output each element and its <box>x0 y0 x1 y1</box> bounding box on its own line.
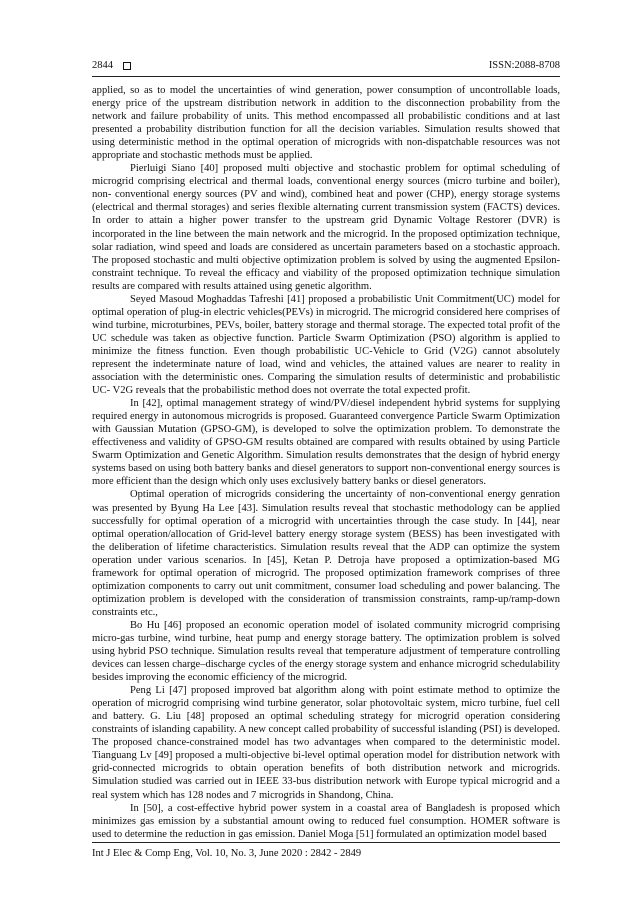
paragraph-tafreshi: Seyed Masoud Moghaddas Tafreshi [41] proposed a probabilistic Unit Commitment(UC) model for optimal operation of plug-in electric vehicles(PEVs) in microgrid. The microgrid considered here comprises of wind turbine, microturbines, PEVs, boiler, battery storage and thermal storage. The expected total profit of the UC schedule was taken as objective function. Particle Swarm Optimization (PSO) algorithm is applied to minimize the fitness function. Even though probabilistic UC-Vehicle to Grid (V2G) cannot absolutely represent the indeterminate nature of load, wind and vehicles, the attained values are nearer to reality in association with the deterministic ones. Comparing the simulation results of deterministic and probabilistic UC- V2G reveals that the probabilistic method does not overrate the total expected profit. <box>92 293 560 397</box>
checkbox-square-icon <box>123 62 131 70</box>
issn-label: ISSN:2088-8708 <box>488 60 560 71</box>
page-number: 2844 <box>92 60 113 71</box>
paragraph-ref-42: In [42], optimal management strategy of wind/PV/diesel independent hybrid systems for supplying required energy in autonomous microgrids is proposed. Guaranteed convergence Particle Swarm Optimization with Gaussian Mutation (GPSO-GM), is developed to solve the optimization problem. To demonstrate the effectiveness and validity of GPSO-GM results obtained are compared with results obtained by using Particle Swarm Optimization and Genetic Algorithm. Simulation results demonstrates that the design of hybrid energy systems based on using both battery banks and diesel generators to support non-conventional energy sources is more efficient than the design which only uses exclusively battery banks or diesel generators. <box>92 398 560 488</box>
body-text <box>92 84 560 841</box>
page-header <box>92 60 560 76</box>
paragraph-siano: Pierluigi Siano [40] proposed multi objective and stochastic problem for optimal scheduling of microgrid comprising electrical and thermal loads, conventional energy sources (micro turbine and boiler), non- conventional energy sources (PV and wind), combined heat and power (CHP), energy storage systems (electrical and thermal storages) and series flexible alternating current transmission system (FACTS) devices. In order to attain a higher power transfer to the upstream grid Dynamic Voltage Restorer (DVR) is incorporated in the line between the main network and the microgrid. In the proposed optimization technique, solar radiation, wind speed and loads are considered as uncertain parameters based on a stochastic approach. The proposed stochastic and multi objective optimization problem is solved by using the augmented Epsilon-constraint technique. To reveal the efficacy and viability of the proposed optimization technique simulation results are compared with results attained using genetic algorithm. <box>92 163 560 292</box>
paragraph-continuation: applied, so as to model the uncertainties of wind generation, power consumption of uncontrollable loads, energy price of the upstream distribution network in addition to the disconnection probability from the network and failure probability of units. This method encompassed all probabilistic conditions and at last presented a probability distribution function for all the decision variables. Simulation results showed that using deterministic method in the optimal operation of microgrids with non-dispatchable resources was not appropriate and stochastic methods must be applied. <box>92 85 560 162</box>
paragraph-bo-hu: Bo Hu [46] proposed an economic operation model of isolated community microgrid comprising micro-gas turbine, wind turbine, heat pump and energy storage battery. The optimization problem is solved using hybrid PSO technique. Simulation results reveal that temperature adjustment of temperature controlling devices can lessen charge–discharge cycles of the energy storage system and enhance microgrid schedulability besides improving the economic efficiency of the microgrid. <box>92 619 560 684</box>
page-footer: Int J Elec & Comp Eng, Vol. 10, No. 3, June 2020 : 2842 - 2849 <box>92 848 362 859</box>
footer-rule <box>92 842 560 843</box>
paragraph-ref-50: In [50], a cost-effective hybrid power system in a coastal area of Bangladesh is proposed which minimizes gas emission by a substantial amount owing to reduced fuel consumption. HOMER software is used to determine the reduction in gas emission. Daniel Moga [51] formulated an optimization model based <box>92 802 560 840</box>
header-left <box>92 60 131 71</box>
header-rule <box>92 76 560 77</box>
paragraph-peng-li: Peng Li [47] proposed improved bat algorithm along with point estimate method to optimize the operation of microgrid comprising wind turbine generator, solar photovoltaic system, micro turbine, fuel cell and battery. G. Liu [48] proposed an optimal scheduling strategy for microgrid operation considering constraints of islanding capability. A new concept called probability of successful islanding (PSI) is developed. The proposed chance-constrained model has two advantages when compared to the deterministic model. Tianguang Lv [49] proposed a multi-objective bi-level optimal operation model for distribution network with grid-connected microgrids to obtain operation benefits of both distribution network and microgrids. Simulation studied was carried out in IEEE 33-bus distribution network with Europe typical microgrid and a real system which has 128 nodes and 7 microgrids in Shandong, China. <box>92 685 560 801</box>
paragraph-ref-43: Optimal operation of microgrids considering the uncertainty of non-conventional energy genration was presented by Byung Ha Lee [43]. Simulation results reveal that stochastic methodology can be applied successfully for optimal operation of a microgrid with uncertainties through the case study. In [44], near optimal operation/allocation of Grid-level battery energy storage system (BESS) has been investigated with the deliberation of lifetime characteristics. Simulation results reveal that the ADP can optimize the system operation under various scenarios. In [45], Ketan P. Detroja have proposed a optimization-based MG framework for optimal operation of microgrid. The proposed optimization framework comprises of three optimization components to carry out unit commitment, consumer load scheduling and power balancing. The optimization problem is developed with the consideration of transmission constraints, ramp-up/ramp-down constraints etc., <box>92 489 560 618</box>
